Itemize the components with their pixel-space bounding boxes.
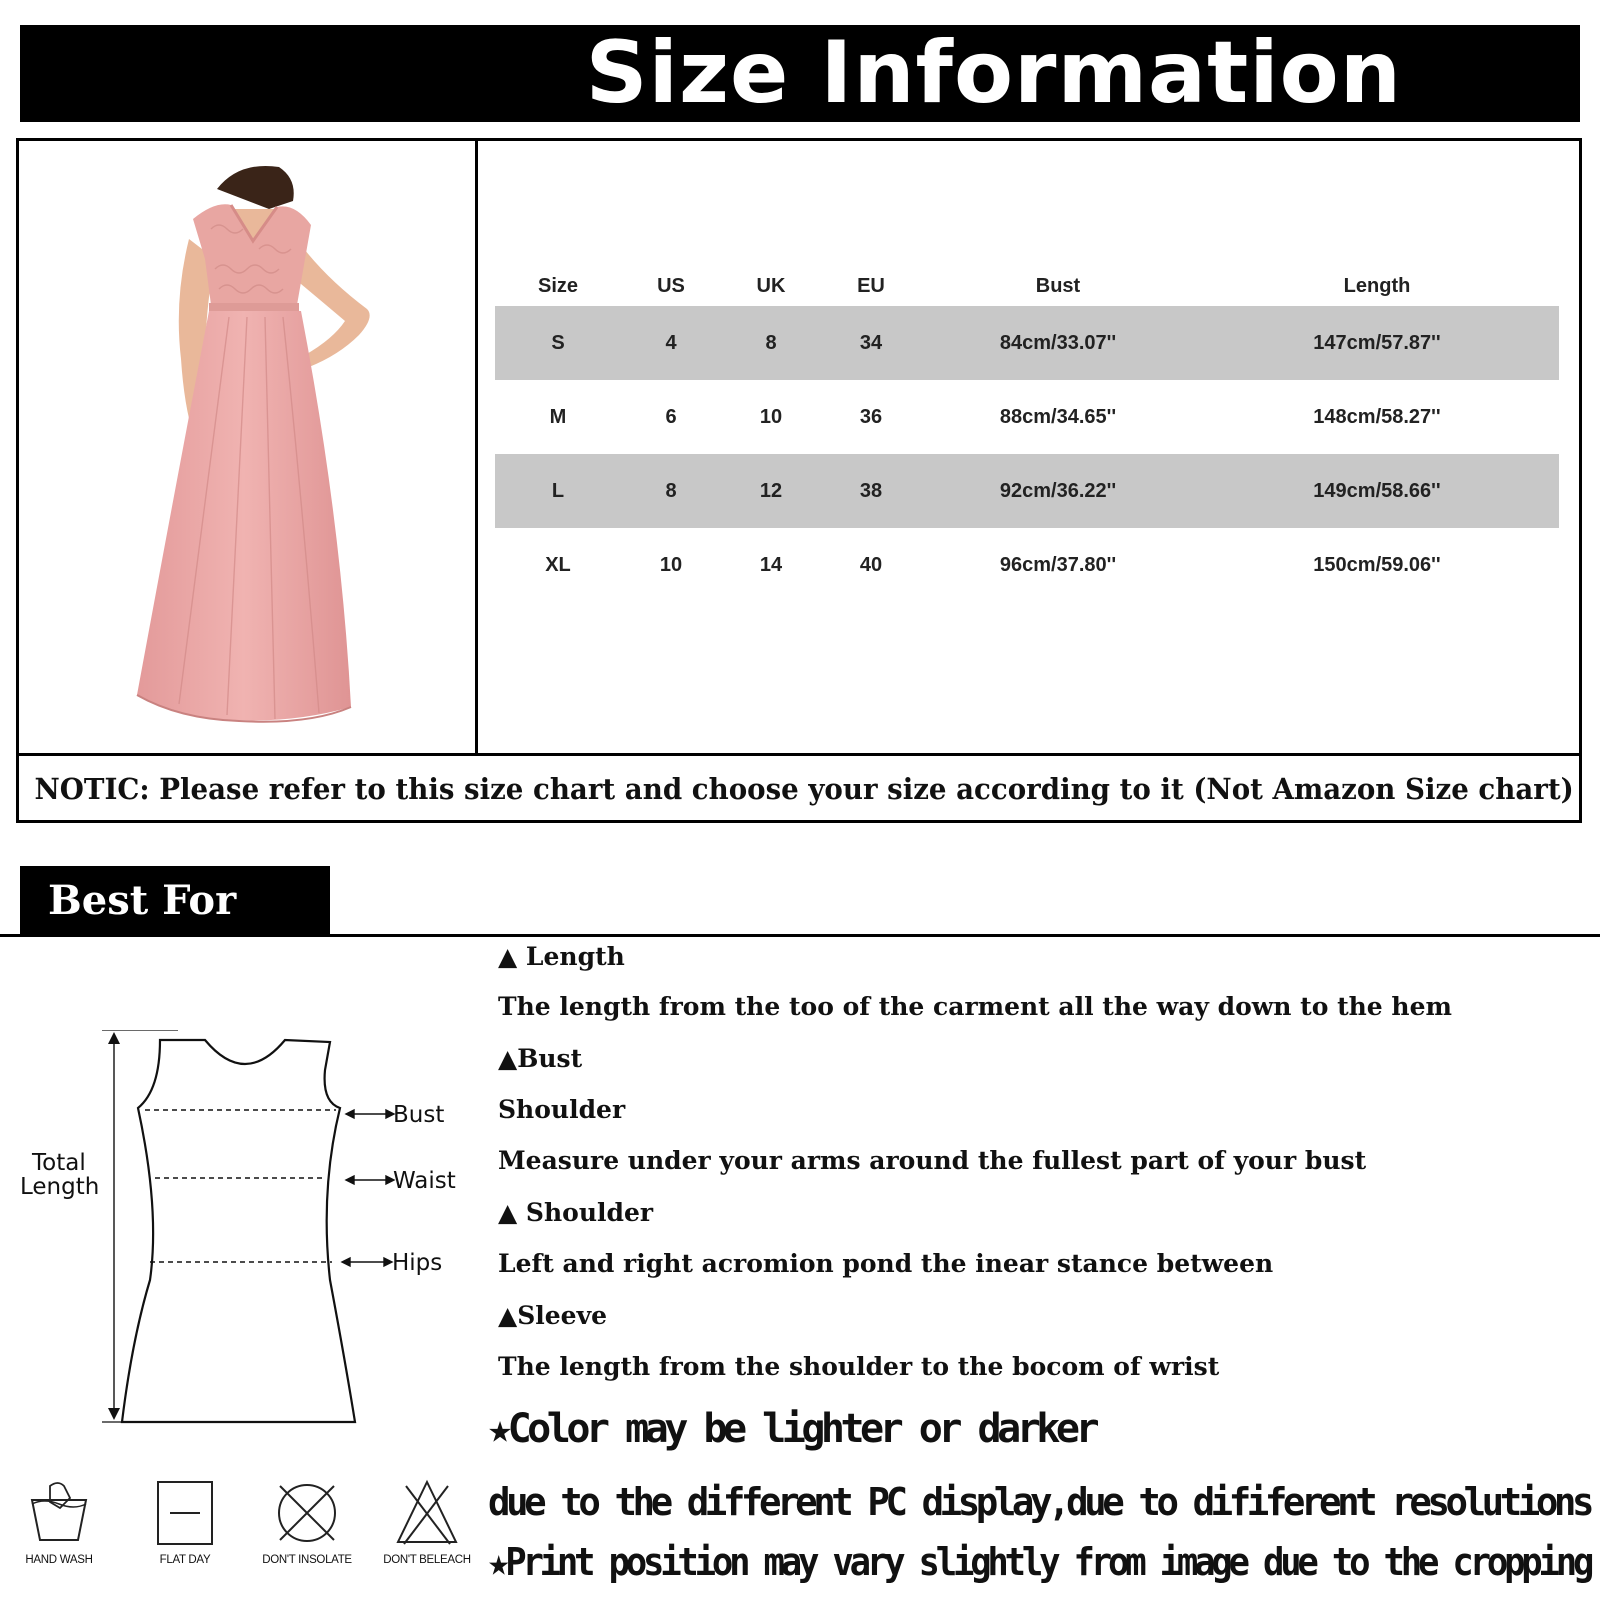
table-cell: 147cm/57.87'' xyxy=(1313,331,1441,354)
size-info-panel xyxy=(16,138,1582,823)
table-cell: 148cm/58.27'' xyxy=(1313,405,1441,428)
dont-insolate-icon xyxy=(272,1478,342,1548)
dont-bleach-icon xyxy=(392,1478,462,1548)
hips-label: Hips xyxy=(392,1250,443,1276)
column-header: UK xyxy=(756,274,786,297)
best-for-you-tab xyxy=(20,866,330,994)
column-header: Length xyxy=(1343,274,1411,297)
color-note: ★Color may be lighter or darker xyxy=(488,1406,1096,1452)
total-length-label: Length xyxy=(20,1174,100,1200)
column-header: Bust xyxy=(1035,274,1081,297)
care-dont-bleach xyxy=(372,1478,482,1566)
best-for-you-label: Best For You xyxy=(48,877,237,994)
table-header-row xyxy=(495,266,1559,306)
care-label: DON'T INSOLATE xyxy=(262,1554,352,1566)
table-cell: S xyxy=(551,331,565,354)
size-notice: NOTIC: Please refer to this size chart and choose your size according to it (Not Amazon Size chart) xyxy=(34,772,1574,806)
care-dont-insolate xyxy=(252,1478,362,1566)
dress-outline xyxy=(122,1040,355,1422)
print-note: ★Print position may vary slightly from image due to the cropping xyxy=(488,1540,1591,1584)
table-cell: 34 xyxy=(859,331,883,354)
bust-label: Bust xyxy=(393,1102,445,1128)
table-cell: 92cm/36.22'' xyxy=(999,479,1117,502)
flat-dry-icon xyxy=(150,1478,220,1548)
table-row xyxy=(495,528,1559,602)
dress-photo xyxy=(119,159,399,739)
table-row xyxy=(495,454,1559,528)
table-cell: 10 xyxy=(759,405,783,428)
length-description: The length from the too of the carment all the way down to the hem xyxy=(498,992,1452,1021)
column-header: Size xyxy=(537,274,579,297)
table-cell: 4 xyxy=(665,331,677,354)
table-cell: 150cm/59.06'' xyxy=(1313,553,1441,576)
measure-arrows xyxy=(342,1110,394,1266)
table-cell: 10 xyxy=(659,553,683,576)
measurement-diagram xyxy=(10,1030,480,1430)
table-cell: 88cm/34.65'' xyxy=(999,405,1117,428)
care-hand-wash xyxy=(4,1478,114,1566)
sleeve-heading: ▲Sleeve xyxy=(498,1301,608,1330)
title-banner xyxy=(20,25,1580,122)
shoulder-text: Shoulder xyxy=(498,1095,626,1124)
table-cell: M xyxy=(549,405,567,428)
total-length-label: Total xyxy=(32,1150,86,1176)
display-note: due to the different PC display,due to dififerent resolutions xyxy=(488,1480,1591,1524)
care-label: DON'T BELEACH xyxy=(383,1554,471,1566)
table-cell: L xyxy=(551,479,565,502)
table-cell: 36 xyxy=(859,405,883,428)
table-cell: 38 xyxy=(859,479,883,502)
table-cell: 40 xyxy=(859,553,883,576)
page-title: Size Information xyxy=(585,23,1402,123)
column-header: EU xyxy=(857,274,885,297)
table-row xyxy=(495,306,1559,380)
table-cell: 96cm/37.80'' xyxy=(999,553,1117,576)
table-cell: 8 xyxy=(765,331,777,354)
table-cell: XL xyxy=(545,553,571,576)
column-header: US xyxy=(657,274,685,297)
care-label: HAND WASH xyxy=(25,1554,93,1566)
care-label: FLAT DAY xyxy=(159,1554,211,1566)
panel-divider xyxy=(475,141,478,753)
table-cell: 84cm/33.07'' xyxy=(999,331,1117,354)
table-cell: 14 xyxy=(759,553,783,576)
shoulder-description: Left and right acromion pond the inear stance between xyxy=(498,1249,1274,1278)
hand-wash-icon xyxy=(24,1478,94,1548)
bust-heading: ▲Bust xyxy=(498,1044,583,1073)
waist-label: Waist xyxy=(393,1168,456,1194)
size-chart-table xyxy=(495,266,1559,602)
care-flat-dry xyxy=(130,1478,240,1566)
sleeve-description: The length from the shoulder to the bocom of wrist xyxy=(498,1352,1220,1381)
section-rule xyxy=(0,934,1600,937)
table-cell: 6 xyxy=(665,405,677,428)
bust-description: Measure under your arms around the fullest part of your bust xyxy=(498,1146,1367,1175)
length-heading: ▲ Length xyxy=(498,942,625,971)
shoulder-heading: ▲ Shoulder xyxy=(498,1198,654,1227)
table-cell: 8 xyxy=(665,479,677,502)
table-cell: 149cm/58.66'' xyxy=(1313,479,1441,502)
table-cell: 12 xyxy=(759,479,783,502)
table-row xyxy=(495,380,1559,454)
